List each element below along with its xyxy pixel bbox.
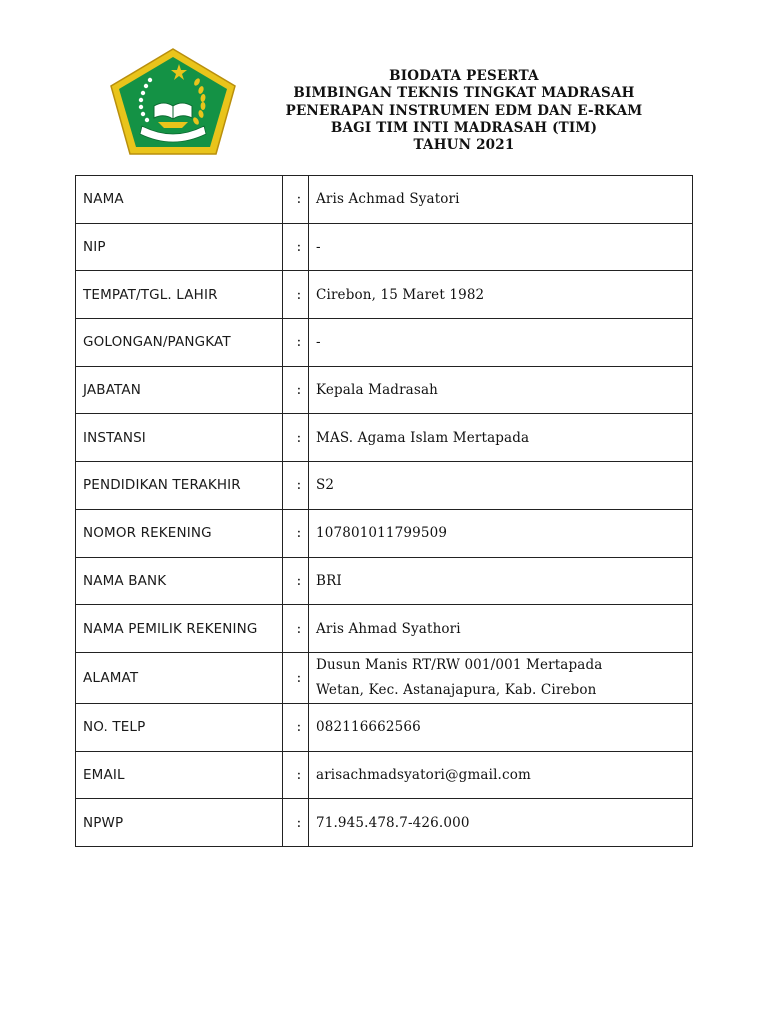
table-row	[76, 223, 693, 271]
field-label: NOMOR REKENING	[76, 509, 283, 557]
separator: :	[283, 652, 309, 703]
table-row	[76, 605, 693, 653]
field-value: arisachmadsyatori@gmail.com	[309, 751, 693, 799]
field-value: Aris Achmad Syatori	[309, 176, 693, 224]
table-row	[76, 366, 693, 414]
field-value: MAS. Agama Islam Mertapada	[309, 414, 693, 462]
field-value: BRI	[309, 557, 693, 605]
separator: :	[283, 751, 309, 799]
table-row	[76, 271, 693, 319]
separator: :	[283, 509, 309, 557]
table-row	[76, 319, 693, 367]
table-row	[76, 414, 693, 462]
field-label: NO. TELP	[76, 703, 283, 751]
title-line: BAGI TIM INTI MADRASAH (TIM)	[330, 119, 598, 136]
separator: :	[283, 223, 309, 271]
field-label: NAMA PEMILIK REKENING	[76, 605, 283, 653]
separator: :	[283, 366, 309, 414]
field-label: ALAMAT	[76, 652, 283, 703]
kemenag-logo	[108, 46, 238, 158]
table-row	[76, 652, 693, 703]
field-label: NAMA BANK	[76, 557, 283, 605]
field-label: TEMPAT/TGL. LAHIR	[76, 271, 283, 319]
document-title	[250, 68, 678, 154]
field-label: NIP	[76, 223, 283, 271]
field-value: 082116662566	[309, 703, 693, 751]
address-line: Wetan, Kec. Astanajapura, Kab. Cirebon	[316, 681, 597, 698]
field-label: NAMA	[76, 176, 283, 224]
field-label: NPWP	[76, 799, 283, 847]
separator: :	[283, 414, 309, 462]
field-value: -	[309, 319, 693, 367]
field-value: Aris Ahmad Syathori	[309, 605, 693, 653]
title-line: TAHUN 2021	[413, 137, 515, 154]
table-row	[76, 751, 693, 799]
table-row	[76, 557, 693, 605]
kemenag-emblem-icon	[108, 46, 238, 158]
field-value: 107801011799509	[309, 509, 693, 557]
separator: :	[283, 799, 309, 847]
table-row	[76, 176, 693, 224]
field-value: S2	[309, 462, 693, 510]
separator: :	[283, 319, 309, 367]
field-value: Cirebon, 15 Maret 1982	[309, 271, 693, 319]
field-label: PENDIDIKAN TERAKHIR	[76, 462, 283, 510]
table-row	[76, 799, 693, 847]
table-row	[76, 703, 693, 751]
field-label: GOLONGAN/PANGKAT	[76, 319, 283, 367]
title-line: BIODATA PESERTA	[389, 68, 539, 84]
field-value: Kepala Madrasah	[309, 366, 693, 414]
biodata-table	[75, 175, 693, 847]
field-value: 71.945.478.7-426.000	[309, 799, 693, 847]
field-value-address	[309, 652, 693, 703]
separator: :	[283, 703, 309, 751]
table-row	[76, 509, 693, 557]
title-line: BIMBINGAN TEKNIS TINGKAT MADRASAH	[293, 85, 635, 102]
field-label: INSTANSI	[76, 414, 283, 462]
separator: :	[283, 271, 309, 319]
separator: :	[283, 605, 309, 653]
separator: :	[283, 176, 309, 224]
field-label: EMAIL	[76, 751, 283, 799]
field-label: JABATAN	[76, 366, 283, 414]
separator: :	[283, 557, 309, 605]
title-line: PENERAPAN INSTRUMEN EDM DAN E-RKAM	[285, 102, 643, 119]
field-value: -	[309, 223, 693, 271]
separator: :	[283, 462, 309, 510]
address-line: Dusun Manis RT/RW 001/001 Mertapada	[316, 656, 603, 673]
table-row	[76, 462, 693, 510]
